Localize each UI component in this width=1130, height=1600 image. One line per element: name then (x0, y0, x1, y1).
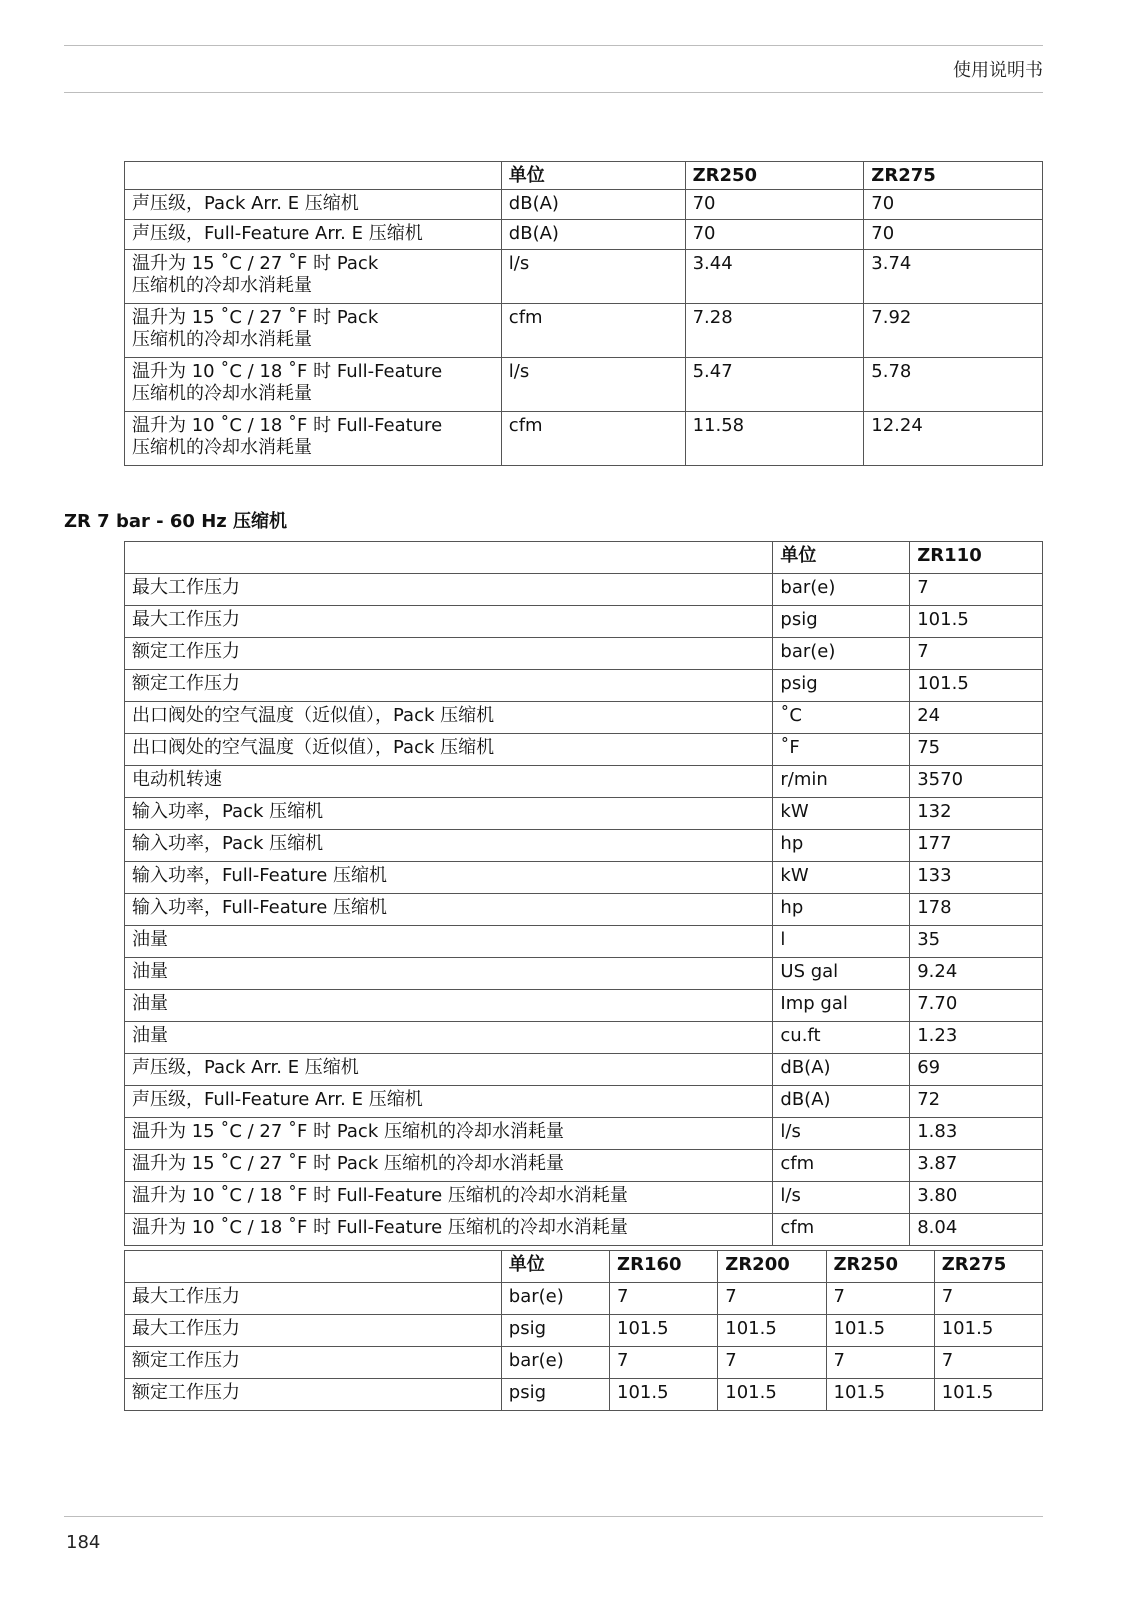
row-unit: l/s (501, 250, 685, 304)
row-unit: bar(e) (501, 1347, 609, 1379)
table-row (125, 574, 1043, 606)
section-heading: ZR 7 bar - 60 Hz 压缩机 (64, 511, 288, 532)
table-row (125, 1283, 1043, 1315)
column-header (125, 1251, 502, 1283)
row-value: 24 (910, 702, 1043, 734)
row-label: 温升为 10 ˚C / 18 ˚F 时 Full-Feature 压缩机的冷却水消耗量 (125, 1214, 773, 1246)
table-row (125, 220, 1043, 250)
row-label: 声压级，Pack Arr. E 压缩机 (125, 1054, 773, 1086)
row-label: 声压级，Pack Arr. E 压缩机 (125, 190, 502, 220)
row-value: 101.5 (910, 606, 1043, 638)
table-row (125, 1214, 1043, 1246)
row-value: 101.5 (610, 1315, 718, 1347)
row-value: 3.44 (685, 250, 864, 304)
row-unit: r/min (773, 766, 910, 798)
row-label: 温升为 15 ˚C / 27 ˚F 时 Pack 压缩机的冷却水消耗量 (125, 304, 502, 358)
table-row (125, 412, 1043, 466)
table-body (125, 1283, 1043, 1411)
row-value: 7 (910, 638, 1043, 670)
row-unit: l/s (501, 358, 685, 412)
row-value: 7 (718, 1347, 826, 1379)
row-label: 油量 (125, 926, 773, 958)
page-number: 184 (66, 1532, 101, 1553)
row-unit: l (773, 926, 910, 958)
row-unit: cfm (773, 1150, 910, 1182)
table-row (125, 830, 1043, 862)
row-unit: psig (773, 670, 910, 702)
column-header-model: ZR275 (864, 162, 1043, 190)
table-row (125, 766, 1043, 798)
table-header-row (125, 542, 1043, 574)
row-unit: bar(e) (773, 574, 910, 606)
row-label: 额定工作压力 (125, 1347, 502, 1379)
table-row (125, 606, 1043, 638)
document-title: 使用说明书 (953, 60, 1043, 81)
row-label: 温升为 15 ˚C / 27 ˚F 时 Pack 压缩机的冷却水消耗量 (125, 250, 502, 304)
column-header-model: ZR160 (610, 1251, 718, 1283)
row-unit: dB(A) (501, 190, 685, 220)
row-value: 7 (910, 574, 1043, 606)
table-row (125, 958, 1043, 990)
table-row (125, 862, 1043, 894)
header-bottom-rule (64, 92, 1043, 93)
row-value: 3.87 (910, 1150, 1043, 1182)
column-header-unit: 单位 (773, 542, 910, 574)
table-header-row (125, 1251, 1043, 1283)
row-unit: psig (501, 1315, 609, 1347)
table-body (125, 574, 1043, 1246)
row-value: 1.23 (910, 1022, 1043, 1054)
table-row (125, 1086, 1043, 1118)
column-header-model: ZR250 (826, 1251, 934, 1283)
table-row (125, 670, 1043, 702)
row-unit: hp (773, 894, 910, 926)
spec-table-zr110 (124, 541, 1043, 1246)
row-value: 101.5 (910, 670, 1043, 702)
row-label: 出口阀处的空气温度（近似值），Pack 压缩机 (125, 734, 773, 766)
row-value: 101.5 (718, 1315, 826, 1347)
row-unit: ˚C (773, 702, 910, 734)
row-value: 133 (910, 862, 1043, 894)
row-value: 178 (910, 894, 1043, 926)
table-row (125, 734, 1043, 766)
footer-rule (64, 1516, 1043, 1517)
table-row (125, 1022, 1043, 1054)
row-value: 7 (826, 1283, 934, 1315)
table-header-row (125, 162, 1043, 190)
row-value: 7 (826, 1347, 934, 1379)
row-value: 101.5 (934, 1315, 1042, 1347)
row-unit: Imp gal (773, 990, 910, 1022)
row-value: 101.5 (826, 1379, 934, 1411)
row-label: 最大工作压力 (125, 574, 773, 606)
row-unit: dB(A) (501, 220, 685, 250)
row-label: 油量 (125, 1022, 773, 1054)
row-value: 12.24 (864, 412, 1043, 466)
row-unit: kW (773, 862, 910, 894)
row-label: 输入功率，Full-Feature 压缩机 (125, 894, 773, 926)
row-value: 7.70 (910, 990, 1043, 1022)
row-unit: hp (773, 830, 910, 862)
row-value: 7 (934, 1283, 1042, 1315)
table-row (125, 1347, 1043, 1379)
row-label: 出口阀处的空气温度（近似值），Pack 压缩机 (125, 702, 773, 734)
row-unit: psig (773, 606, 910, 638)
table-row (125, 1379, 1043, 1411)
row-label: 最大工作压力 (125, 606, 773, 638)
row-label: 温升为 10 ˚C / 18 ˚F 时 Full-Feature 压缩机的冷却水消耗量 (125, 412, 502, 466)
row-value: 72 (910, 1086, 1043, 1118)
table-row (125, 1150, 1043, 1182)
table-row (125, 894, 1043, 926)
row-label: 电动机转速 (125, 766, 773, 798)
column-header-model: ZR110 (910, 542, 1043, 574)
row-value: 7 (934, 1347, 1042, 1379)
table-row (125, 702, 1043, 734)
table-row (125, 798, 1043, 830)
row-value: 35 (910, 926, 1043, 958)
row-label: 温升为 15 ˚C / 27 ˚F 时 Pack 压缩机的冷却水消耗量 (125, 1118, 773, 1150)
table-row (125, 990, 1043, 1022)
row-label: 输入功率，Pack 压缩机 (125, 830, 773, 862)
row-unit: ˚F (773, 734, 910, 766)
table-row (125, 1118, 1043, 1150)
row-value: 7.28 (685, 304, 864, 358)
row-label: 温升为 15 ˚C / 27 ˚F 时 Pack 压缩机的冷却水消耗量 (125, 1150, 773, 1182)
row-value: 5.78 (864, 358, 1043, 412)
row-value: 8.04 (910, 1214, 1043, 1246)
row-value: 69 (910, 1054, 1043, 1086)
table-row (125, 1054, 1043, 1086)
row-value: 1.83 (910, 1118, 1043, 1150)
row-label: 输入功率，Pack 压缩机 (125, 798, 773, 830)
row-value: 101.5 (934, 1379, 1042, 1411)
table-row (125, 1315, 1043, 1347)
row-value: 101.5 (610, 1379, 718, 1411)
row-value: 3570 (910, 766, 1043, 798)
table-row (125, 358, 1043, 412)
column-header-model: ZR200 (718, 1251, 826, 1283)
row-value: 177 (910, 830, 1043, 862)
table-row (125, 304, 1043, 358)
spec-table-zr160-zr275 (124, 1250, 1043, 1411)
row-unit: cfm (773, 1214, 910, 1246)
table-row (125, 638, 1043, 670)
row-label: 温升为 10 ˚C / 18 ˚F 时 Full-Feature 压缩机的冷却水消耗量 (125, 1182, 773, 1214)
row-value: 7 (718, 1283, 826, 1315)
row-value: 3.74 (864, 250, 1043, 304)
row-value: 7.92 (864, 304, 1043, 358)
row-value: 9.24 (910, 958, 1043, 990)
row-value: 3.80 (910, 1182, 1043, 1214)
row-value: 75 (910, 734, 1043, 766)
header-top-rule (64, 45, 1043, 46)
row-label: 油量 (125, 990, 773, 1022)
row-value: 7 (610, 1283, 718, 1315)
row-label: 油量 (125, 958, 773, 990)
row-label: 声压级，Full-Feature Arr. E 压缩机 (125, 1086, 773, 1118)
table-row (125, 250, 1043, 304)
row-label: 最大工作压力 (125, 1315, 502, 1347)
row-value: 11.58 (685, 412, 864, 466)
row-value: 70 (685, 190, 864, 220)
row-unit: dB(A) (773, 1086, 910, 1118)
row-unit: cfm (501, 304, 685, 358)
column-header-model: ZR275 (934, 1251, 1042, 1283)
column-header-unit: 单位 (501, 162, 685, 190)
column-header-unit: 单位 (501, 1251, 609, 1283)
column-header (125, 542, 773, 574)
row-unit: l/s (773, 1182, 910, 1214)
row-unit: bar(e) (773, 638, 910, 670)
table-row (125, 926, 1043, 958)
row-value: 7 (610, 1347, 718, 1379)
row-label: 最大工作压力 (125, 1283, 502, 1315)
row-value: 70 (864, 190, 1043, 220)
row-label: 声压级，Full-Feature Arr. E 压缩机 (125, 220, 502, 250)
row-value: 70 (864, 220, 1043, 250)
row-unit: bar(e) (501, 1283, 609, 1315)
row-value: 101.5 (826, 1315, 934, 1347)
table-row (125, 1182, 1043, 1214)
row-value: 70 (685, 220, 864, 250)
row-unit: dB(A) (773, 1054, 910, 1086)
table-row (125, 190, 1043, 220)
row-label: 额定工作压力 (125, 1379, 502, 1411)
row-unit: US gal (773, 958, 910, 990)
row-unit: cu.ft (773, 1022, 910, 1054)
row-value: 132 (910, 798, 1043, 830)
row-value: 5.47 (685, 358, 864, 412)
row-unit: cfm (501, 412, 685, 466)
row-unit: l/s (773, 1118, 910, 1150)
row-value: 101.5 (718, 1379, 826, 1411)
row-label: 额定工作压力 (125, 670, 773, 702)
row-label: 温升为 10 ˚C / 18 ˚F 时 Full-Feature 压缩机的冷却水消耗量 (125, 358, 502, 412)
column-header-model: ZR250 (685, 162, 864, 190)
row-label: 输入功率，Full-Feature 压缩机 (125, 862, 773, 894)
column-header (125, 162, 502, 190)
row-label: 额定工作压力 (125, 638, 773, 670)
row-unit: kW (773, 798, 910, 830)
row-unit: psig (501, 1379, 609, 1411)
spec-table-zr250-zr275 (124, 161, 1043, 466)
